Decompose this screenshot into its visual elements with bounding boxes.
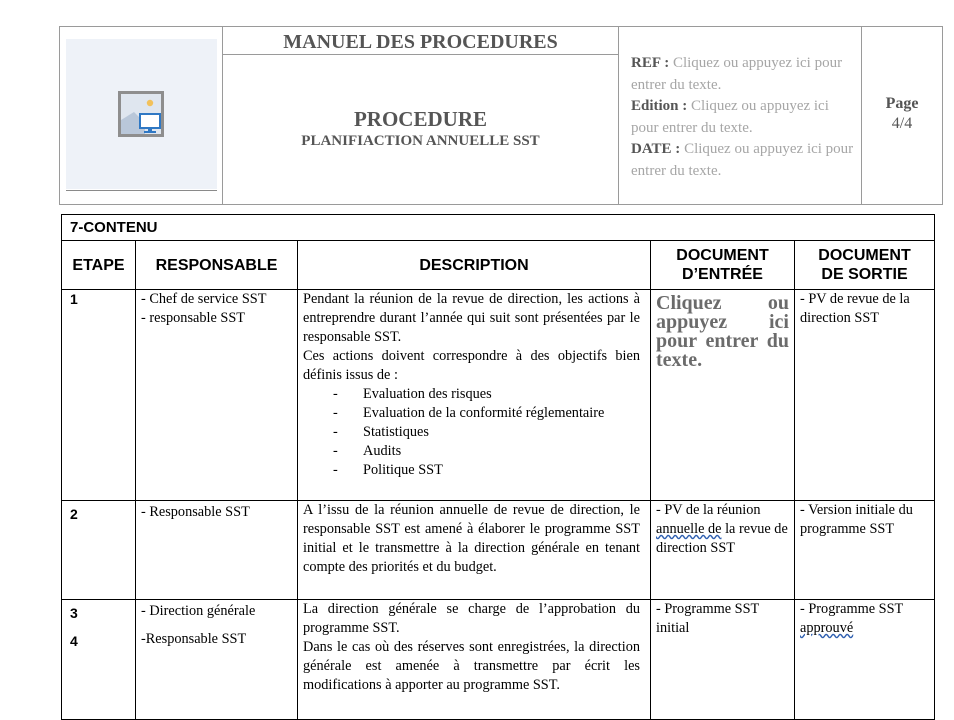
list-item: - Statistiques [333, 423, 640, 442]
procedure-title-block [223, 55, 618, 151]
column-header-document-entree [651, 241, 795, 290]
date-label: DATE : [631, 141, 681, 157]
responsable-cell [136, 290, 298, 501]
doc-out-header-line2: DE SORTIE [821, 266, 908, 283]
column-header-etape: ETAPE [62, 241, 136, 290]
responsable-line: - responsable SST [141, 310, 246, 326]
description-paragraph: Ces actions doivent correspondre à des objectifs bien définis issus de : [303, 348, 640, 383]
etape-number: 2 [62, 501, 136, 600]
reference-cell [619, 27, 862, 205]
section-title: 7-CONTENU [62, 215, 935, 241]
column-header-document-sortie [795, 241, 935, 290]
etape-number: 3 [70, 605, 78, 621]
doc-out-text-flagged: approuvé [800, 620, 854, 636]
edition-field[interactable] [631, 96, 855, 139]
doc-in-header-line2: D’ENTRÉE [682, 266, 763, 283]
page-cell [862, 27, 943, 205]
document-sortie-cell: - PV de revue de la direction SST [795, 290, 935, 501]
logo-cell [60, 27, 223, 205]
ref-field[interactable] [631, 53, 855, 96]
ref-value[interactable]: Cliquez ou appuyez ici pour entrer du texte. [631, 55, 843, 93]
list-item: - Evaluation des risques [333, 385, 640, 404]
description-paragraph: Pendant la réunion de la revue de direction, les actions à entreprendre durant l’année qui suit sont présentées par le responsable SST. [303, 291, 640, 345]
responsable-line: - Chef de service SST [141, 291, 267, 307]
procedure-label: PROCEDURE [353, 107, 487, 131]
etape-number: 4 [70, 633, 78, 649]
table-row [62, 600, 935, 720]
edition-label: Edition : [631, 98, 688, 114]
document-entree-cell: - Programme SST initial [651, 600, 795, 720]
doc-in-header-line1: DOCUMENT [676, 247, 769, 264]
description-cell: A l’issu de la réunion annuelle de revue de direction, le responsable SST est amené à élaborer le programme SST initial et le transmettre à la direction générale en tenant compte des priorités et du budget. [298, 501, 651, 600]
etape-number: 1 [62, 290, 136, 501]
responsable-cell: - Responsable SST [136, 501, 298, 600]
document-header [59, 26, 943, 205]
logo-divider [66, 190, 217, 191]
list-item: - Audits [333, 442, 640, 461]
description-paragraph: La direction générale se charge de l’approbation du programme SST. [303, 601, 640, 636]
responsable-line: - Direction générale [141, 603, 256, 619]
doc-in-text-flagged: annuelle de [656, 521, 722, 537]
table-row [62, 501, 935, 600]
column-header-responsable: RESPONSABLE [136, 241, 298, 290]
page-number: 4/4 [891, 115, 913, 132]
doc-in-text: la revue de direction SST [656, 521, 788, 556]
content-table [61, 214, 935, 720]
description-cell [298, 290, 651, 501]
objective-list [303, 385, 640, 480]
doc-in-text: - PV de la réunion [656, 502, 761, 518]
document-entree-cell [651, 501, 795, 600]
manual-title: MANUEL DES PROCEDURES [223, 27, 618, 55]
date-value[interactable]: Cliquez ou appuyez ici pour entrer du texte. [631, 141, 854, 179]
list-item: - Politique SST [333, 461, 640, 480]
description-paragraph: Dans le cas où des réserves sont enregistrées, la direction générale est amenée à transmettre par écrit les modifications à apporter au programme SST. [303, 639, 640, 693]
responsable-line: -Responsable SST [141, 631, 247, 647]
column-header-description: DESCRIPTION [298, 241, 651, 290]
table-row [62, 290, 935, 501]
description-cell [298, 600, 651, 720]
page-label: Page [885, 95, 919, 112]
etape-cell [62, 600, 136, 720]
responsable-cell [136, 600, 298, 720]
title-cell [223, 27, 619, 205]
ref-label: REF : [631, 55, 670, 71]
procedure-name: PLANIFIACTION ANNUELLE SST [301, 133, 540, 149]
document-sortie-cell [795, 600, 935, 720]
document-sortie-cell: - Version initiale du programme SST [795, 501, 935, 600]
list-item: - Evaluation de la conformité réglementaire [333, 404, 640, 423]
image-placeholder-icon [117, 90, 165, 138]
doc-out-header-line1: DOCUMENT [818, 247, 911, 264]
date-field[interactable] [631, 139, 855, 182]
edition-value[interactable]: Cliquez ou appuyez ici pour entrer du texte. [631, 98, 829, 136]
document-entree-placeholder[interactable]: Cliquez ou appuyez ici pour entrer du texte. [651, 290, 795, 501]
doc-out-text: - Programme SST [800, 601, 903, 617]
